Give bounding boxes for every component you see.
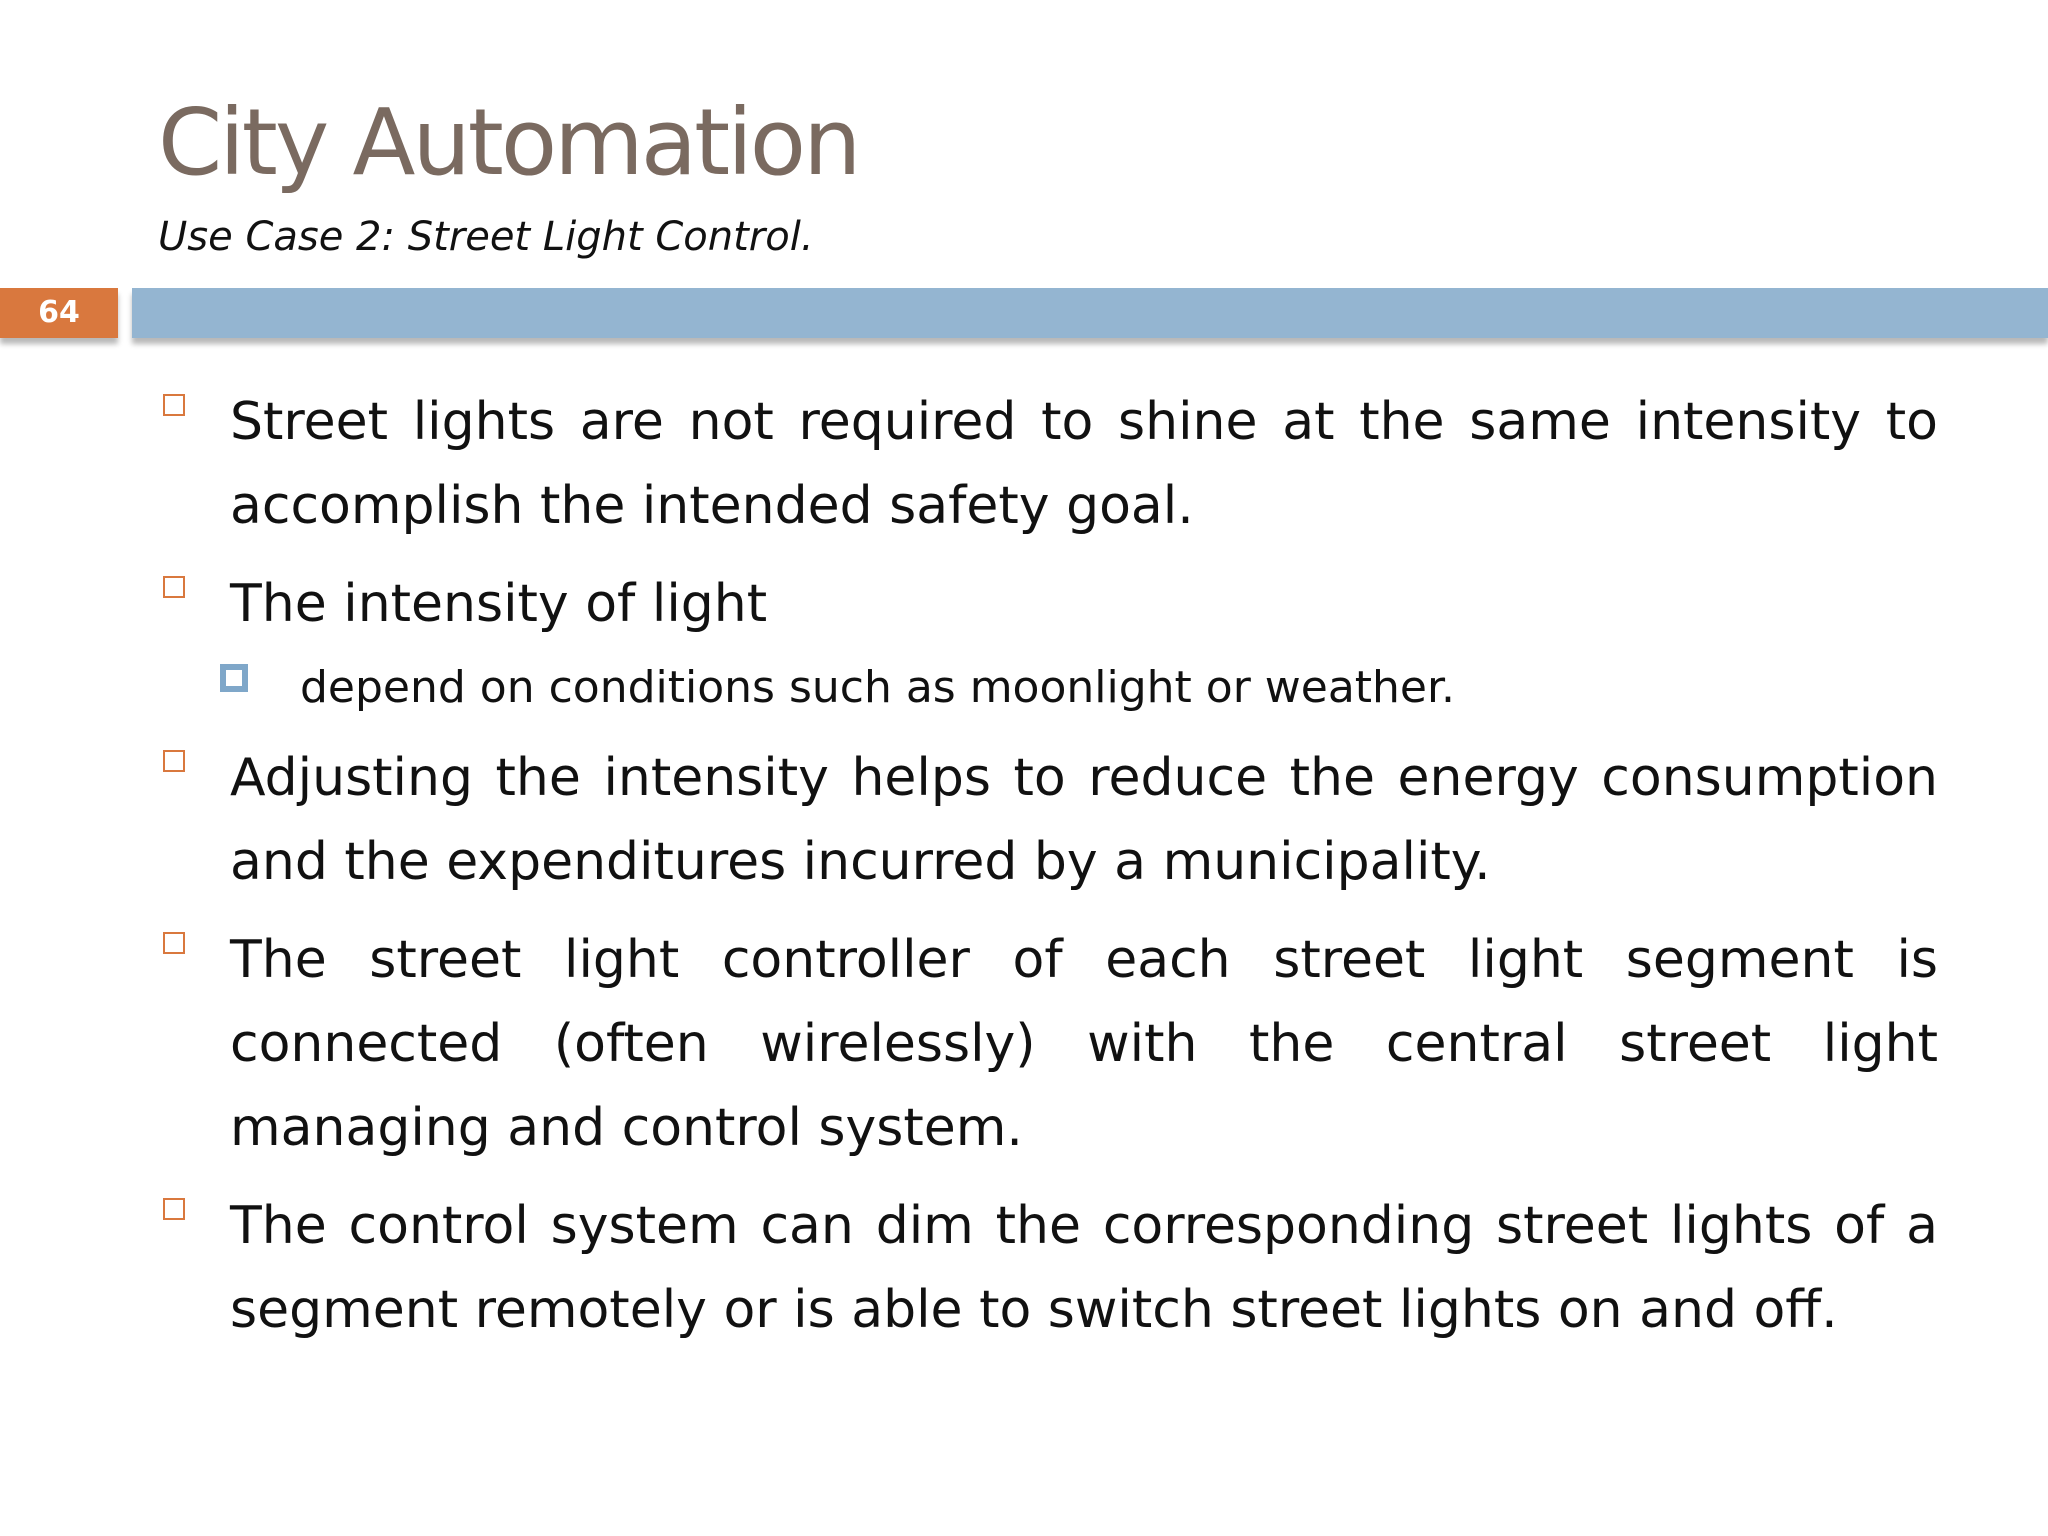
bullet-text: Street lights are not required to shine at the same intensity to accomplish the intended safety goal. <box>230 392 1938 536</box>
square-bullet-icon <box>163 394 185 416</box>
bullet-text: The control system can dim the corresponding street lights of a segment remotely or is able to switch street lights on and off. <box>230 1196 1938 1340</box>
square-bullet-icon <box>163 1198 185 1220</box>
bullet-item <box>158 1184 1938 1352</box>
filled-square-bullet-icon <box>220 664 248 692</box>
sub-bullet-item <box>158 650 1938 726</box>
sub-bullet-text: depend on conditions such as moonlight or weather. <box>300 662 1456 713</box>
bullet-item <box>158 380 1938 548</box>
bullet-item <box>158 562 1938 646</box>
header-divider-bar <box>132 288 2048 338</box>
slide-subtitle: Use Case 2: Street Light Control. <box>158 214 814 260</box>
bullet-text: The intensity of light <box>230 574 768 634</box>
slide-content <box>158 380 1938 1366</box>
page-number-badge: 64 <box>0 288 118 338</box>
bullet-item <box>158 918 1938 1170</box>
bullet-text: The street light controller of each street light segment is connected (often wirelessly) with the central street light managing and control system. <box>230 930 1938 1158</box>
bullet-text: Adjusting the intensity helps to reduce the energy consumption and the expenditures incurred by a municipality. <box>230 748 1938 892</box>
square-bullet-icon <box>163 932 185 954</box>
bullet-item <box>158 736 1938 904</box>
square-bullet-icon <box>163 750 185 772</box>
square-bullet-icon <box>163 576 185 598</box>
slide-title: City Automation <box>158 89 859 196</box>
